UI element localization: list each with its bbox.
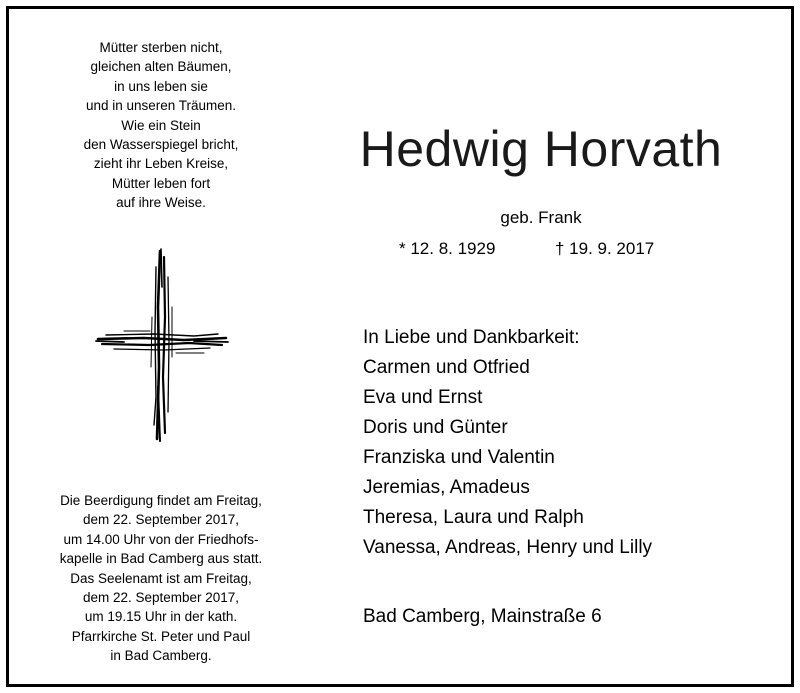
funeral-line: dem 22. September 2017, [82,512,240,528]
funeral-line: Die Beerdigung findet am Freitag, [60,493,262,508]
poem-line: gleichen alten Bäumen, [90,59,232,75]
mourner-name: Theresa, Laura und Ralph [363,507,584,528]
poem-line: und in unseren Träumen. [85,98,237,114]
poem-line: zieht ihr Leben Kreise, [93,156,229,172]
funeral-line: dem 22. September 2017, [82,590,240,606]
funeral-line: um 19.15 Uhr in der kath. [84,609,238,625]
poem-line: in uns leben sie [114,78,208,94]
funeral-notice [31,491,291,666]
funeral-line: um 14.00 Uhr von der Friedhofs- [63,531,259,547]
obituary-frame [6,6,794,687]
maiden-name: geb. Frank [500,208,582,227]
mourner-name: Jeremias, Amadeus [363,477,530,498]
poem-line: Mütter leben fort [111,175,211,191]
mourner-name: Carmen und Otfried [363,357,530,378]
family-address: Bad Camberg, Mainstraße 6 [363,606,602,627]
poem [31,38,291,213]
poem-line: Wie ein Stein [121,117,201,133]
birth-date: * 12. 8. 1929 [399,239,496,258]
cross-icon [94,247,230,443]
funeral-line: Das Seelenamt ist am Freitag, [70,570,252,586]
poem-line: auf ihre Weise. [116,195,206,211]
death-date: † 19. 9. 2017 [555,239,655,258]
life-dates [399,237,699,261]
funeral-line: kapelle in Bad Camberg aus statt. [59,551,263,567]
mourner-name: Eva und Ernst [363,387,483,408]
mourner-name: Franziska und Valentin [363,447,555,468]
funeral-line: Pfarrkirche St. Peter und Paul [71,628,251,644]
poem-line: den Wasserspiegel bricht, [83,137,239,153]
mourner-name: Vanessa, Andreas, Henry und Lilly [363,537,653,558]
funeral-line: in Bad Camberg. [110,648,212,664]
deceased-name: Hedwig Horvath [359,121,723,177]
poem-line: Mütter sterben nicht, [99,40,223,55]
mourners-heading: In Liebe und Dankbarkeit: [363,327,580,348]
mourners-list [363,323,652,563]
mourner-name: Doris und Günter [363,417,508,438]
